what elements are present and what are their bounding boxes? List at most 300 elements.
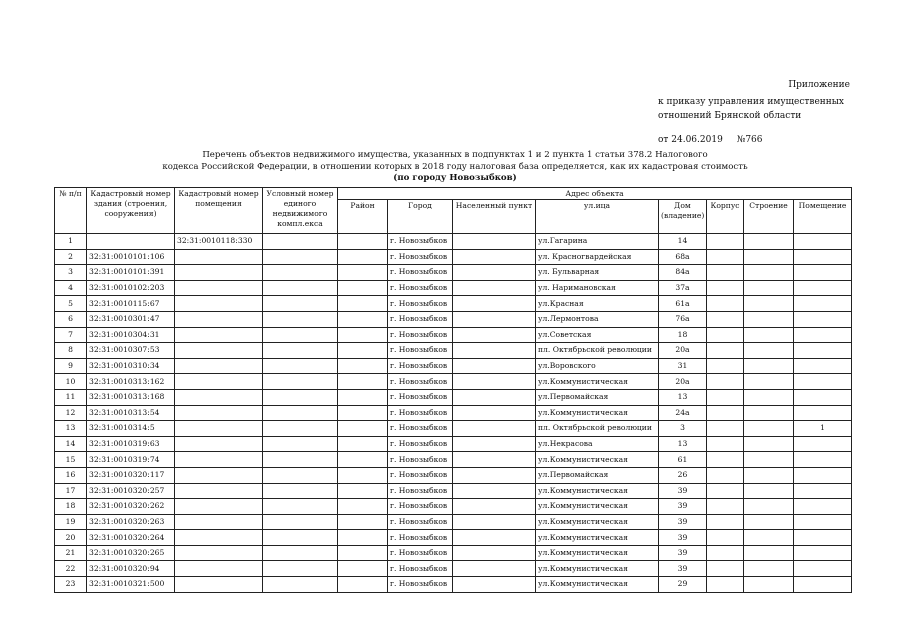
table-row bbox=[55, 577, 852, 593]
cell-complex bbox=[263, 280, 338, 296]
order-date: от 24.06.2019 bbox=[658, 135, 723, 145]
cell-pomeschenie bbox=[794, 311, 852, 327]
cell-pomeschenie bbox=[794, 561, 852, 577]
cell-pomeschenie bbox=[794, 452, 852, 468]
table-row bbox=[55, 343, 852, 359]
cell-settlement bbox=[453, 389, 536, 405]
cell-pomeschenie bbox=[794, 436, 852, 452]
cell-room bbox=[175, 280, 263, 296]
header-address: Адрес объекта bbox=[338, 188, 852, 200]
cell-pomeschenie bbox=[794, 467, 852, 483]
cell-pomeschenie bbox=[794, 530, 852, 546]
table-row bbox=[55, 561, 852, 577]
cell-korpus bbox=[707, 358, 744, 374]
cell-room bbox=[175, 421, 263, 437]
cell-district bbox=[338, 436, 388, 452]
cell-pomeschenie: 1 bbox=[794, 421, 852, 437]
table-row bbox=[55, 265, 852, 281]
cell-complex bbox=[263, 358, 338, 374]
cell-building: 32:31:0010320:257 bbox=[87, 483, 175, 499]
cell-street: ул.Коммунистическая bbox=[536, 561, 659, 577]
cell-building: 32:31:0010101:106 bbox=[87, 249, 175, 265]
cell-complex bbox=[263, 483, 338, 499]
cell-district bbox=[338, 249, 388, 265]
cell-city: г. Новозыбков bbox=[388, 389, 453, 405]
cell-building: 32:31:0010301:47 bbox=[87, 311, 175, 327]
appendix-date-line bbox=[600, 133, 850, 147]
cell-complex bbox=[263, 405, 338, 421]
cell-city: г. Новозыбков bbox=[388, 499, 453, 515]
cell-num: 14 bbox=[55, 436, 87, 452]
table-row bbox=[55, 545, 852, 561]
cell-settlement bbox=[453, 405, 536, 421]
cell-stroenie bbox=[744, 530, 794, 546]
cell-complex bbox=[263, 311, 338, 327]
header-district: Район bbox=[338, 200, 388, 234]
cell-settlement bbox=[453, 358, 536, 374]
cell-district bbox=[338, 483, 388, 499]
cell-street: ул.Красная bbox=[536, 296, 659, 312]
cell-city: г. Новозыбков bbox=[388, 327, 453, 343]
cell-korpus bbox=[707, 577, 744, 593]
cell-stroenie bbox=[744, 280, 794, 296]
cell-korpus bbox=[707, 343, 744, 359]
cell-building: 32:31:0010313:54 bbox=[87, 405, 175, 421]
cell-city: г. Новозыбков bbox=[388, 405, 453, 421]
cell-street: ул.Коммунистическая bbox=[536, 514, 659, 530]
cell-stroenie bbox=[744, 499, 794, 515]
table-row bbox=[55, 405, 852, 421]
cell-complex bbox=[263, 343, 338, 359]
table-row bbox=[55, 499, 852, 515]
table-row bbox=[55, 467, 852, 483]
cell-district bbox=[338, 467, 388, 483]
cell-building: 32:31:0010313:162 bbox=[87, 374, 175, 390]
cell-district bbox=[338, 374, 388, 390]
cell-stroenie bbox=[744, 389, 794, 405]
cell-korpus bbox=[707, 514, 744, 530]
cell-settlement bbox=[453, 343, 536, 359]
cell-stroenie bbox=[744, 561, 794, 577]
cell-complex bbox=[263, 577, 338, 593]
cell-korpus bbox=[707, 545, 744, 561]
cell-korpus bbox=[707, 296, 744, 312]
cell-building: 32:31:0010115:67 bbox=[87, 296, 175, 312]
cell-stroenie bbox=[744, 234, 794, 250]
cell-settlement bbox=[453, 452, 536, 468]
cell-settlement bbox=[453, 514, 536, 530]
cell-district bbox=[338, 327, 388, 343]
cell-num: 6 bbox=[55, 311, 87, 327]
cell-building: 32:31:0010307:53 bbox=[87, 343, 175, 359]
cell-building: 32:31:0010319:74 bbox=[87, 452, 175, 468]
cell-settlement bbox=[453, 530, 536, 546]
table-row bbox=[55, 421, 852, 437]
cell-korpus bbox=[707, 327, 744, 343]
cell-house: 39 bbox=[659, 545, 707, 561]
cell-pomeschenie bbox=[794, 327, 852, 343]
table-row bbox=[55, 452, 852, 468]
cell-room bbox=[175, 389, 263, 405]
cell-building: 32:31:0010320:117 bbox=[87, 467, 175, 483]
cell-num: 21 bbox=[55, 545, 87, 561]
appendix-line-1: к приказу управления имущественных bbox=[658, 97, 845, 107]
cell-street: пл. Октябрьской революции bbox=[536, 421, 659, 437]
cell-stroenie bbox=[744, 483, 794, 499]
cell-house: 20а bbox=[659, 343, 707, 359]
cell-district bbox=[338, 421, 388, 437]
cell-stroenie bbox=[744, 343, 794, 359]
cell-street: ул.Коммунистическая bbox=[536, 405, 659, 421]
table-row bbox=[55, 530, 852, 546]
cell-city: г. Новозыбков bbox=[388, 421, 453, 437]
cell-complex bbox=[263, 467, 338, 483]
cell-building: 32:31:0010314:5 bbox=[87, 421, 175, 437]
cell-stroenie bbox=[744, 296, 794, 312]
cell-room bbox=[175, 545, 263, 561]
cell-building: 32:31:0010320:263 bbox=[87, 514, 175, 530]
cell-complex bbox=[263, 249, 338, 265]
cell-city: г. Новозыбков bbox=[388, 514, 453, 530]
cell-korpus bbox=[707, 389, 744, 405]
cell-street: ул.Первомайская bbox=[536, 389, 659, 405]
cell-pomeschenie bbox=[794, 389, 852, 405]
cell-district bbox=[338, 561, 388, 577]
cell-pomeschenie bbox=[794, 545, 852, 561]
cell-building: 32:31:0010320:264 bbox=[87, 530, 175, 546]
cell-num: 15 bbox=[55, 452, 87, 468]
cell-building: 32:31:0010101:391 bbox=[87, 265, 175, 281]
cell-room bbox=[175, 374, 263, 390]
cell-settlement bbox=[453, 249, 536, 265]
cell-street: ул.Первомайская bbox=[536, 467, 659, 483]
header-stroenie: Строение bbox=[744, 200, 794, 234]
cell-district bbox=[338, 499, 388, 515]
cell-pomeschenie bbox=[794, 296, 852, 312]
cell-korpus bbox=[707, 452, 744, 468]
cell-num: 1 bbox=[55, 234, 87, 250]
cell-complex bbox=[263, 327, 338, 343]
cell-num: 18 bbox=[55, 499, 87, 515]
cell-korpus bbox=[707, 265, 744, 281]
table-row bbox=[55, 514, 852, 530]
cell-city: г. Новозыбков bbox=[388, 483, 453, 499]
order-number: №766 bbox=[736, 135, 763, 145]
cell-stroenie bbox=[744, 358, 794, 374]
cell-street: ул.Некрасова bbox=[536, 436, 659, 452]
cell-room bbox=[175, 514, 263, 530]
cell-pomeschenie bbox=[794, 405, 852, 421]
cell-complex bbox=[263, 561, 338, 577]
cell-city: г. Новозыбков bbox=[388, 530, 453, 546]
cell-room: 32:31:0010118:330 bbox=[175, 234, 263, 250]
header-room: Кадастровый номер помещения bbox=[175, 188, 263, 234]
cell-street: ул. Бульварная bbox=[536, 265, 659, 281]
cell-korpus bbox=[707, 280, 744, 296]
cell-district bbox=[338, 452, 388, 468]
table-row bbox=[55, 296, 852, 312]
cell-korpus bbox=[707, 374, 744, 390]
cell-house: 29 bbox=[659, 577, 707, 593]
table-row bbox=[55, 234, 852, 250]
cell-building: 32:31:0010319:63 bbox=[87, 436, 175, 452]
cell-room bbox=[175, 436, 263, 452]
header-complex: Условный номер единого недвижимого компл.екса bbox=[263, 188, 338, 234]
cell-stroenie bbox=[744, 249, 794, 265]
cell-house: 84а bbox=[659, 265, 707, 281]
cell-num: 19 bbox=[55, 514, 87, 530]
cell-settlement bbox=[453, 327, 536, 343]
cell-settlement bbox=[453, 545, 536, 561]
table-row bbox=[55, 374, 852, 390]
cell-settlement bbox=[453, 421, 536, 437]
cell-house: 76а bbox=[659, 311, 707, 327]
cell-house: 39 bbox=[659, 499, 707, 515]
cell-settlement bbox=[453, 296, 536, 312]
cell-city: г. Новозыбков bbox=[388, 561, 453, 577]
cell-num: 10 bbox=[55, 374, 87, 390]
cell-district bbox=[338, 343, 388, 359]
cell-complex bbox=[263, 514, 338, 530]
cell-room bbox=[175, 296, 263, 312]
cell-street: ул. Красногвардейская bbox=[536, 249, 659, 265]
cell-korpus bbox=[707, 467, 744, 483]
table-row bbox=[55, 483, 852, 499]
cell-pomeschenie bbox=[794, 514, 852, 530]
table-row bbox=[55, 389, 852, 405]
appendix-block bbox=[600, 78, 850, 147]
document-heading bbox=[150, 150, 760, 185]
cell-complex bbox=[263, 374, 338, 390]
table-row bbox=[55, 436, 852, 452]
cell-room bbox=[175, 311, 263, 327]
table-body bbox=[55, 234, 852, 593]
cell-district bbox=[338, 358, 388, 374]
cell-pomeschenie bbox=[794, 499, 852, 515]
cell-house: 31 bbox=[659, 358, 707, 374]
cell-num: 11 bbox=[55, 389, 87, 405]
cell-korpus bbox=[707, 436, 744, 452]
cell-city: г. Новозыбков bbox=[388, 358, 453, 374]
cell-complex bbox=[263, 530, 338, 546]
cell-room bbox=[175, 327, 263, 343]
cell-street: ул.Воровского bbox=[536, 358, 659, 374]
cell-pomeschenie bbox=[794, 358, 852, 374]
cell-house: 37а bbox=[659, 280, 707, 296]
cell-korpus bbox=[707, 561, 744, 577]
cell-house: 39 bbox=[659, 514, 707, 530]
cell-pomeschenie bbox=[794, 374, 852, 390]
cell-complex bbox=[263, 234, 338, 250]
cell-house: 39 bbox=[659, 530, 707, 546]
cell-house: 39 bbox=[659, 483, 707, 499]
cell-pomeschenie bbox=[794, 343, 852, 359]
cell-pomeschenie bbox=[794, 234, 852, 250]
cell-city: г. Новозыбков bbox=[388, 436, 453, 452]
cell-num: 2 bbox=[55, 249, 87, 265]
cell-stroenie bbox=[744, 452, 794, 468]
cell-room bbox=[175, 577, 263, 593]
table-row bbox=[55, 249, 852, 265]
cell-room bbox=[175, 467, 263, 483]
cell-house: 13 bbox=[659, 389, 707, 405]
heading-line-2: кодекса Российской Федерации, в отношении которых в 2018 году налоговая база определяется, как их кадастровая стоимость bbox=[162, 161, 748, 172]
cell-city: г. Новозыбков bbox=[388, 343, 453, 359]
heading-line-1: Перечень объектов недвижимого имущества, указанных в подпунктах 1 и 2 пункта 1 статьи 378.2 Налогового bbox=[202, 150, 708, 160]
cell-complex bbox=[263, 499, 338, 515]
cell-city: г. Новозыбков bbox=[388, 545, 453, 561]
cell-pomeschenie bbox=[794, 483, 852, 499]
cell-building: 32:31:0010321:500 bbox=[87, 577, 175, 593]
cell-pomeschenie bbox=[794, 265, 852, 281]
cell-house: 61 bbox=[659, 452, 707, 468]
cell-house: 14 bbox=[659, 234, 707, 250]
cell-building: 32:31:0010310:34 bbox=[87, 358, 175, 374]
cell-city: г. Новозыбков bbox=[388, 374, 453, 390]
cell-house: 26 bbox=[659, 467, 707, 483]
cell-num: 17 bbox=[55, 483, 87, 499]
cell-house: 18 bbox=[659, 327, 707, 343]
heading-city: (по городу Новозыбков) bbox=[393, 173, 517, 183]
header-building: Кадастровый номер здания (строения, сооружения) bbox=[87, 188, 175, 234]
cell-korpus bbox=[707, 483, 744, 499]
cell-street: ул.Коммунистическая bbox=[536, 499, 659, 515]
cell-complex bbox=[263, 265, 338, 281]
cell-complex bbox=[263, 452, 338, 468]
cell-room bbox=[175, 249, 263, 265]
cell-num: 7 bbox=[55, 327, 87, 343]
cell-city: г. Новозыбков bbox=[388, 280, 453, 296]
cell-street: ул.Коммунистическая bbox=[536, 483, 659, 499]
cell-house: 3 bbox=[659, 421, 707, 437]
cell-korpus bbox=[707, 249, 744, 265]
cell-settlement bbox=[453, 577, 536, 593]
cell-city: г. Новозыбков bbox=[388, 452, 453, 468]
cell-settlement bbox=[453, 483, 536, 499]
table-row bbox=[55, 327, 852, 343]
cell-house: 24а bbox=[659, 405, 707, 421]
header-settlement: Населенный пункт bbox=[453, 200, 536, 234]
appendix-title: Приложение bbox=[788, 80, 850, 90]
cell-korpus bbox=[707, 311, 744, 327]
cell-num: 16 bbox=[55, 467, 87, 483]
header-house: Дом (владение) bbox=[659, 200, 707, 234]
cell-num: 8 bbox=[55, 343, 87, 359]
cell-complex bbox=[263, 545, 338, 561]
cell-city: г. Новозыбков bbox=[388, 234, 453, 250]
cell-city: г. Новозыбков bbox=[388, 296, 453, 312]
cell-room bbox=[175, 265, 263, 281]
cell-room bbox=[175, 405, 263, 421]
cell-building: 32:31:0010320:265 bbox=[87, 545, 175, 561]
cell-korpus bbox=[707, 405, 744, 421]
cell-street: ул.Коммунистическая bbox=[536, 374, 659, 390]
header-num: № п/п bbox=[55, 188, 87, 234]
cell-settlement bbox=[453, 311, 536, 327]
cell-house: 61а bbox=[659, 296, 707, 312]
cell-district bbox=[338, 514, 388, 530]
cell-house: 13 bbox=[659, 436, 707, 452]
cell-street: ул.Коммунистическая bbox=[536, 530, 659, 546]
cell-num: 5 bbox=[55, 296, 87, 312]
cell-street: ул.Коммунистическая bbox=[536, 577, 659, 593]
cell-stroenie bbox=[744, 421, 794, 437]
cell-num: 12 bbox=[55, 405, 87, 421]
cell-building bbox=[87, 234, 175, 250]
header-pomeschenie: Помещение bbox=[794, 200, 852, 234]
cell-num: 23 bbox=[55, 577, 87, 593]
cell-settlement bbox=[453, 436, 536, 452]
cell-settlement bbox=[453, 280, 536, 296]
cell-district bbox=[338, 234, 388, 250]
cell-district bbox=[338, 405, 388, 421]
cell-settlement bbox=[453, 234, 536, 250]
cell-district bbox=[338, 545, 388, 561]
cell-pomeschenie bbox=[794, 280, 852, 296]
cell-house: 39 bbox=[659, 561, 707, 577]
cell-room bbox=[175, 483, 263, 499]
cell-stroenie bbox=[744, 514, 794, 530]
cell-korpus bbox=[707, 234, 744, 250]
cell-district bbox=[338, 280, 388, 296]
cell-complex bbox=[263, 296, 338, 312]
header-city: Город bbox=[388, 200, 453, 234]
table-row bbox=[55, 311, 852, 327]
cell-street: ул.Коммунистическая bbox=[536, 452, 659, 468]
cell-stroenie bbox=[744, 311, 794, 327]
cell-settlement bbox=[453, 265, 536, 281]
cell-settlement bbox=[453, 561, 536, 577]
cell-district bbox=[338, 389, 388, 405]
cell-street: пл. Октябрьской революции bbox=[536, 343, 659, 359]
cell-city: г. Новозыбков bbox=[388, 249, 453, 265]
cell-room bbox=[175, 530, 263, 546]
header-korpus: Корпус bbox=[707, 200, 744, 234]
cell-building: 32:31:0010304:31 bbox=[87, 327, 175, 343]
cell-pomeschenie bbox=[794, 577, 852, 593]
cell-room bbox=[175, 561, 263, 577]
cell-num: 3 bbox=[55, 265, 87, 281]
cell-street: ул.Лермонтова bbox=[536, 311, 659, 327]
cell-stroenie bbox=[744, 405, 794, 421]
cell-settlement bbox=[453, 467, 536, 483]
cell-city: г. Новозыбков bbox=[388, 577, 453, 593]
cell-complex bbox=[263, 389, 338, 405]
cell-building: 32:31:0010313:168 bbox=[87, 389, 175, 405]
cell-stroenie bbox=[744, 327, 794, 343]
cell-complex bbox=[263, 421, 338, 437]
cell-city: г. Новозыбков bbox=[388, 311, 453, 327]
cell-street: ул. Наримановская bbox=[536, 280, 659, 296]
cell-house: 68а bbox=[659, 249, 707, 265]
cell-district bbox=[338, 577, 388, 593]
cell-district bbox=[338, 311, 388, 327]
cell-building: 32:31:0010320:94 bbox=[87, 561, 175, 577]
cell-korpus bbox=[707, 530, 744, 546]
cell-stroenie bbox=[744, 265, 794, 281]
cell-building: 32:31:0010320:262 bbox=[87, 499, 175, 515]
cell-building: 32:31:0010102:203 bbox=[87, 280, 175, 296]
cell-settlement bbox=[453, 374, 536, 390]
table-row bbox=[55, 358, 852, 374]
cell-pomeschenie bbox=[794, 249, 852, 265]
cell-num: 13 bbox=[55, 421, 87, 437]
cell-stroenie bbox=[744, 577, 794, 593]
table-row bbox=[55, 280, 852, 296]
cell-complex bbox=[263, 436, 338, 452]
cell-district bbox=[338, 530, 388, 546]
cell-room bbox=[175, 358, 263, 374]
